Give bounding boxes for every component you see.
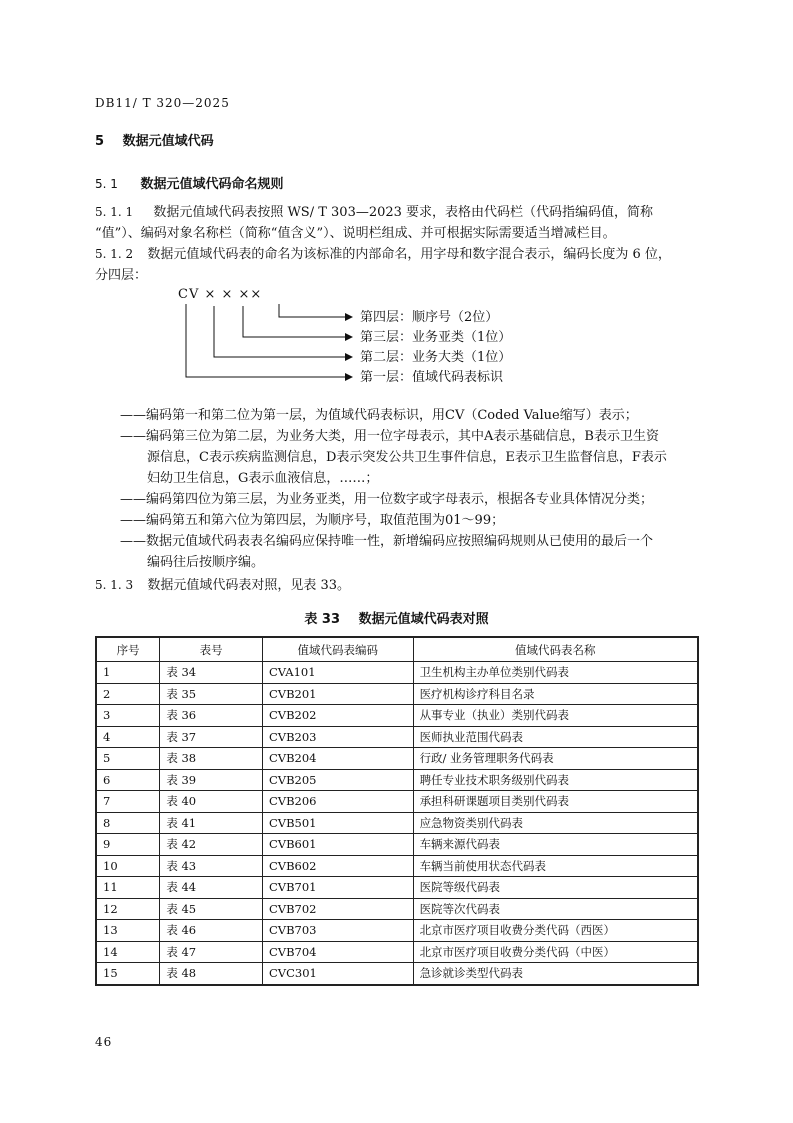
row-number-cell: 15 [96, 963, 160, 985]
code-cell: CVB501 [262, 812, 413, 834]
name-cell: 北京市医疗项目收费分类代码（西医） [413, 920, 698, 942]
name-cell: 应急物资类别代码表 [413, 812, 698, 834]
name-cell: 卫生机构主办单位类别代码表 [413, 662, 698, 684]
column-header: 序号 [96, 637, 160, 662]
code-cell: CVB202 [262, 705, 413, 727]
code-cell: CVB205 [262, 769, 413, 791]
paragraph-line: 数据元值域代码表的命名为该标准的内部命名，用字母和数字混合表示，编码长度为 6 位， [147, 247, 671, 262]
name-cell: 从事专业（执业）类别代码表 [413, 705, 698, 727]
list-item: ——编码第五和第六位为第四层，为顺序号，取值范围为01～99； [120, 513, 505, 528]
code-cell: CVB602 [262, 855, 413, 877]
table-row [96, 726, 698, 748]
code-cell: CVB704 [262, 941, 413, 963]
table-row [96, 705, 698, 727]
table-number-cell: 表 35 [160, 683, 263, 705]
table-caption-number: 表 33 [304, 612, 341, 627]
code-cell: CVB703 [262, 920, 413, 942]
list-item: ——编码第四位为第三层，为业务亚类，用一位数字或字母表示，根据各专业具体情况分类； [120, 492, 654, 507]
code-cell: CVB203 [262, 726, 413, 748]
table-caption [0, 608, 793, 627]
row-number-cell: 8 [96, 812, 160, 834]
table-body [96, 662, 698, 985]
paragraph-5-1-2 [95, 244, 671, 265]
code-cell: CVB201 [262, 683, 413, 705]
row-number-cell: 11 [96, 877, 160, 899]
code-cell: CVA101 [262, 662, 413, 684]
layer-3-arrow [243, 306, 352, 337]
name-cell: 聘任专业技术职务级别代码表 [413, 769, 698, 791]
layer-4-label: 第四层：顺序号（2位） [360, 310, 499, 325]
table-row [96, 769, 698, 791]
table-row [96, 791, 698, 813]
section-number: 5 [95, 134, 105, 149]
paragraph-5-1-1 [95, 202, 653, 223]
clause-number: 5. 1. 3 [95, 578, 134, 592]
paragraph-text: 数据元值域代码表对照，见表 33。 [147, 578, 350, 593]
row-number-cell: 14 [96, 941, 160, 963]
table-row [96, 662, 698, 684]
table-row [96, 877, 698, 899]
table-number-cell: 表 45 [160, 898, 263, 920]
column-header: 值域代码表编码 [262, 637, 413, 662]
table-number-cell: 表 48 [160, 963, 263, 985]
list-item-continuation: 妇幼卫生信息，G表示血液信息，……； [147, 471, 379, 486]
page-number: 46 [95, 1035, 113, 1049]
column-header: 表号 [160, 637, 263, 662]
list-item-continuation: 源信息，C表示疾病监测信息，D表示突发公共卫生事件信息，E表示卫生监督信息，F表示 [147, 450, 667, 465]
table-row [96, 963, 698, 985]
paragraph-line: 分四层： [95, 268, 148, 283]
name-cell: 急诊就诊类型代码表 [413, 963, 698, 985]
layer-1-label: 第一层：值域代码表标识 [360, 370, 504, 385]
row-number-cell: 12 [96, 898, 160, 920]
section-title: 数据元值域代码命名规则 [140, 177, 284, 192]
list-item: ——数据元值域代码表表名编码应保持唯一性，新增编码应按照编码规则从已使用的最后一个 [120, 534, 654, 549]
layer-1-arrow [186, 304, 352, 377]
name-cell: 医院等次代码表 [413, 898, 698, 920]
row-number-cell: 10 [96, 855, 160, 877]
table-number-cell: 表 42 [160, 834, 263, 856]
code-cell: CVB601 [262, 834, 413, 856]
code-structure-label: CV × × ×× [178, 287, 263, 302]
name-cell: 车辆当前使用状态代码表 [413, 855, 698, 877]
table-caption-title: 数据元值域代码表对照 [358, 612, 489, 627]
name-cell: 北京市医疗项目收费分类代码（中医） [413, 941, 698, 963]
table-row [96, 812, 698, 834]
table-row [96, 683, 698, 705]
table-number-cell: 表 34 [160, 662, 263, 684]
table-row [96, 834, 698, 856]
code-cell: CVB702 [262, 898, 413, 920]
table-row [96, 941, 698, 963]
table-number-cell: 表 39 [160, 769, 263, 791]
list-item-continuation: 编码往后按顺序编。 [147, 555, 265, 570]
paragraph-line: “值”）、编码对象名称栏（简称“值含义”）、说明栏组成、并可根据实际需要适当增减栏目。 [95, 226, 616, 241]
table-row [96, 855, 698, 877]
layer-2-arrow [214, 306, 352, 357]
list-item: ——编码第一和第二位为第一层，为值域代码表标识，用CV（Coded Value缩写）表示； [120, 408, 638, 423]
table-number-cell: 表 36 [160, 705, 263, 727]
section-5-1-heading [95, 173, 283, 192]
section-number: 5. 1 [95, 177, 118, 191]
row-number-cell: 13 [96, 920, 160, 942]
table-number-cell: 表 47 [160, 941, 263, 963]
row-number-cell: 4 [96, 726, 160, 748]
table-row [96, 898, 698, 920]
table-number-cell: 表 41 [160, 812, 263, 834]
table-number-cell: 表 40 [160, 791, 263, 813]
document-code: DB11/ T 320—2025 [95, 96, 230, 110]
code-structure-diagram [170, 300, 360, 390]
paragraph-5-1-3 [95, 575, 350, 596]
table-number-cell: 表 43 [160, 855, 263, 877]
list-item: ——编码第三位为第二层，为业务大类，用一位字母表示，其中A表示基础信息，B表示卫生资 [120, 429, 659, 444]
clause-number: 5. 1. 2 [95, 247, 134, 261]
code-table [95, 636, 699, 986]
name-cell: 医疗机构诊疗科目名录 [413, 683, 698, 705]
row-number-cell: 3 [96, 705, 160, 727]
name-cell: 医院等级代码表 [413, 877, 698, 899]
code-cell: CVB701 [262, 877, 413, 899]
row-number-cell: 5 [96, 748, 160, 770]
row-number-cell: 9 [96, 834, 160, 856]
layer-3-label: 第三层：业务亚类（1位） [360, 330, 512, 345]
section-title: 数据元值域代码 [122, 134, 214, 149]
column-header: 值域代码表名称 [413, 637, 698, 662]
row-number-cell: 2 [96, 683, 160, 705]
table-number-cell: 表 44 [160, 877, 263, 899]
table-number-cell: 表 37 [160, 726, 263, 748]
code-cell: CVB206 [262, 791, 413, 813]
code-cell: CVB204 [262, 748, 413, 770]
row-number-cell: 6 [96, 769, 160, 791]
section-5-heading [95, 130, 214, 149]
table-number-cell: 表 46 [160, 920, 263, 942]
table-row [96, 748, 698, 770]
code-cell: CVC301 [262, 963, 413, 985]
table-header-row [96, 637, 698, 662]
name-cell: 行政/ 业务管理职务代码表 [413, 748, 698, 770]
row-number-cell: 7 [96, 791, 160, 813]
table-number-cell: 表 38 [160, 748, 263, 770]
row-number-cell: 1 [96, 662, 160, 684]
layer-2-label: 第二层：业务大类（1位） [360, 350, 512, 365]
name-cell: 医师执业范围代码表 [413, 726, 698, 748]
name-cell: 承担科研课题项目类别代码表 [413, 791, 698, 813]
table-row [96, 920, 698, 942]
layer-4-arrow [279, 304, 352, 317]
clause-number: 5. 1. 1 [95, 205, 134, 219]
paragraph-line: 数据元值域代码表按照 WS/ T 303—2023 要求，表格由代码栏（代码指编码值，简称 [153, 205, 654, 220]
name-cell: 车辆来源代码表 [413, 834, 698, 856]
